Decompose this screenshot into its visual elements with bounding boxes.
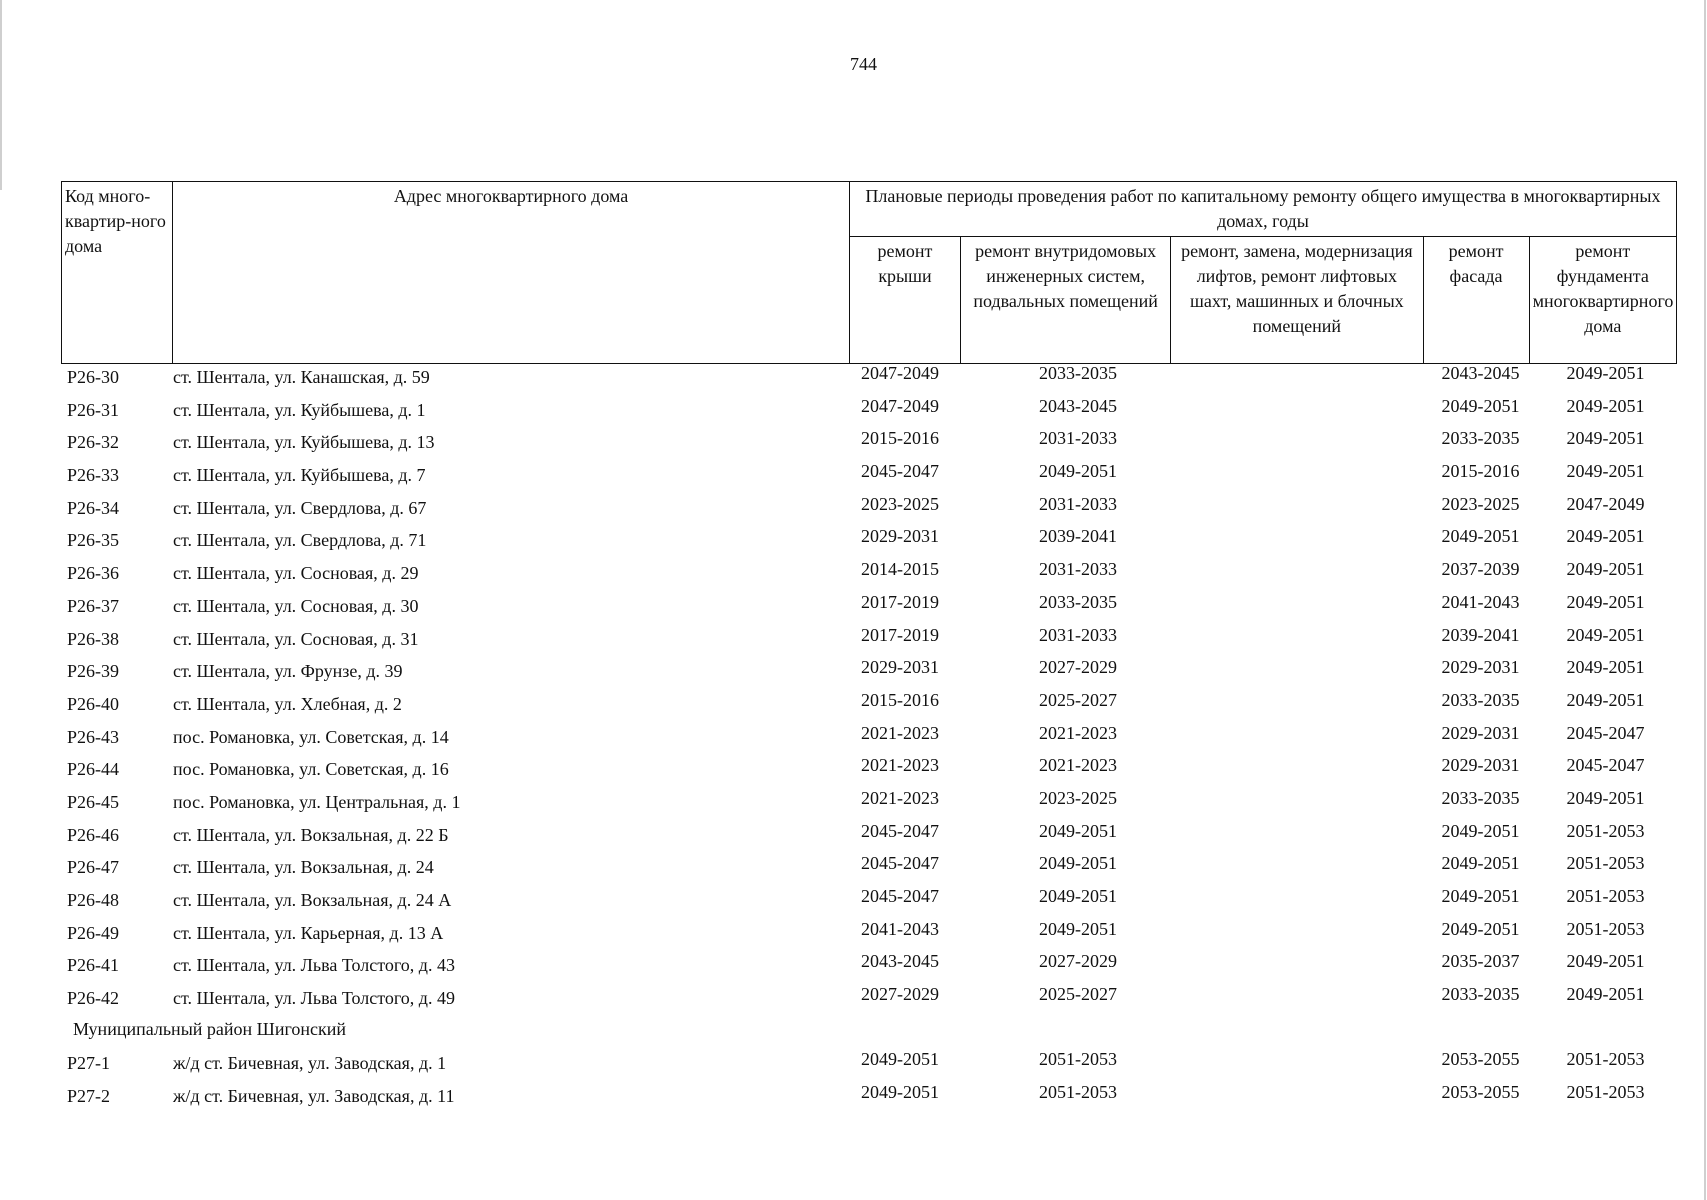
cell-roof: 2045-2047 [861,820,939,841]
scan-margin-line [1704,0,1706,1200]
cell-engineering: 2049-2051 [1039,918,1117,939]
cell-foundation: 2049-2051 [1566,624,1645,645]
cell-engineering: 2031-2033 [1039,624,1117,645]
cell-code: Р27-1 [67,1053,111,1074]
cell-engineering: 2031-2033 [1039,428,1117,449]
cell-foundation: 2051-2053 [1566,1082,1645,1103]
cell-foundation: 2049-2051 [1566,461,1645,482]
cell-address: ст. Шентала, ул. Куйбышева, д. 7 [173,465,426,486]
cell-address: ст. Шентала, ул. Льва Толстого, д. 43 [173,955,455,976]
header-facade: ремонт фасада [1423,237,1529,364]
cell-foundation: 2051-2053 [1566,853,1645,874]
cell-engineering: 2033-2035 [1039,591,1117,612]
header-group: Плановые периоды проведения работ по капитальному ремонту общего имущества в многоквартирных домах, годы [849,182,1676,237]
cell-facade: 2029-2031 [1441,722,1520,743]
header-roof: ремонт крыши [849,237,960,364]
cell-code: Р27-2 [67,1086,111,1107]
cell-engineering: 2031-2033 [1039,559,1117,580]
table-row [61,786,1677,819]
cell-code: Р26-35 [67,530,120,551]
cell-foundation: 2051-2053 [1566,1049,1645,1070]
cell-roof: 2021-2023 [861,722,939,743]
cell-code: Р26-41 [67,955,120,976]
cell-facade: 2049-2051 [1441,853,1520,874]
cell-engineering: 2025-2027 [1039,984,1117,1005]
cell-facade: 2033-2035 [1441,787,1520,808]
cell-address: ст. Шентала, ул. Свердлова, д. 67 [173,497,427,518]
table-row [61,721,1677,754]
table-row [61,492,1677,525]
table-row [61,623,1677,656]
cell-engineering: 2043-2045 [1039,395,1117,416]
cell-roof: 2021-2023 [861,787,939,808]
cell-roof: 2017-2019 [861,624,939,645]
cell-engineering: 2049-2051 [1039,886,1117,906]
cell-code: Р26-46 [67,824,120,845]
cell-code: Р26-31 [67,399,120,420]
cell-roof: 2041-2043 [861,918,939,939]
table-row [61,949,1677,982]
cell-engineering: 2023-2025 [1039,787,1117,808]
cell-address: ст. Шентала, ул. Хлебная, д. 2 [173,693,402,714]
cell-roof: 2045-2047 [861,853,939,874]
cell-code: Р26-48 [67,890,120,910]
cell-code: Р26-44 [67,759,120,780]
table-row [61,1047,1677,1080]
cell-roof: 2047-2049 [861,363,939,383]
cell-address: ст. Шентала, ул. Канашская, д. 59 [173,367,430,387]
cell-foundation: 2049-2051 [1566,559,1645,580]
table-row [61,753,1677,786]
table-row [61,459,1677,492]
table-body [61,361,1677,1113]
cell-engineering: 2049-2051 [1039,461,1117,482]
cell-code: Р26-37 [67,595,120,616]
cell-roof: 2027-2029 [861,984,939,1005]
cell-address: ст. Шентала, ул. Сосновая, д. 31 [173,628,419,649]
page-number: 744 [850,54,877,74]
cell-engineering: 2039-2041 [1039,526,1117,547]
cell-roof: 2017-2019 [861,591,939,612]
section-title: Муниципальный район Шигонский [73,1018,347,1039]
cell-code: Р26-38 [67,628,120,649]
cell-code: Р26-43 [67,726,120,747]
table-row [61,819,1677,852]
cell-facade: 2033-2035 [1441,428,1520,449]
cell-address: ж/д ст. Бичевная, ул. Заводская, д. 11 [173,1086,455,1107]
cell-address: ст. Шентала, ул. Вокзальная, д. 22 Б [173,824,449,845]
cell-foundation: 2047-2049 [1566,493,1645,514]
cell-facade: 2043-2045 [1441,363,1520,383]
cell-roof: 2015-2016 [861,689,939,710]
cell-facade: 2049-2051 [1441,918,1520,939]
cell-facade: 2023-2025 [1441,493,1520,514]
cell-foundation: 2051-2053 [1566,918,1645,939]
cell-facade: 2049-2051 [1441,395,1520,416]
cell-address: ст. Шентала, ул. Фрунзе, д. 39 [173,661,403,682]
cell-foundation: 2045-2047 [1566,755,1645,776]
cell-roof: 2045-2047 [861,886,939,906]
cell-foundation: 2049-2051 [1566,951,1645,972]
scan-margin-line [0,0,2,190]
header-engineering: ремонт внутридомовых инженерных систем, подвальных помещений [961,237,1171,364]
cell-address: ст. Шентала, ул. Сосновая, д. 30 [173,595,419,616]
table-row [61,655,1677,688]
cell-code: Р26-30 [67,367,120,387]
cell-code: Р26-32 [67,432,120,453]
cell-facade: 2049-2051 [1441,820,1520,841]
cell-address: ст. Шентала, ул. Вокзальная, д. 24 [173,857,434,878]
cell-address: ст. Шентала, ул. Льва Толстого, д. 49 [173,988,455,1009]
cell-roof: 2029-2031 [861,657,939,678]
cell-facade: 2035-2037 [1441,951,1520,972]
cell-foundation: 2049-2051 [1566,657,1645,678]
table-row [61,851,1677,884]
cell-facade: 2015-2016 [1441,461,1520,482]
table-row [61,688,1677,721]
cell-roof: 2021-2023 [861,755,939,776]
cell-roof: 2045-2047 [861,461,939,482]
cell-facade: 2049-2051 [1441,526,1520,547]
cell-foundation: 2049-2051 [1566,689,1645,710]
table-row [61,884,1677,917]
cell-foundation: 2049-2051 [1566,787,1645,808]
header-foundation: ремонт фундамента многоквартирного дома [1529,237,1676,364]
cell-code: Р26-42 [67,988,120,1009]
cell-code: Р26-39 [67,661,120,682]
cell-address: пос. Романовка, ул. Советская, д. 14 [173,726,449,747]
cell-foundation: 2051-2053 [1566,886,1645,906]
cell-roof: 2049-2051 [861,1082,939,1103]
cell-code: Р26-34 [67,497,120,518]
cell-engineering: 2021-2023 [1039,755,1117,776]
cell-engineering: 2021-2023 [1039,722,1117,743]
cell-facade: 2039-2041 [1441,624,1520,645]
table-row [61,394,1677,427]
cell-roof: 2043-2045 [861,951,939,972]
cell-address: ст. Шентала, ул. Сосновая, д. 29 [173,563,419,584]
cell-facade: 2037-2039 [1441,559,1520,580]
cell-facade: 2049-2051 [1441,886,1520,906]
table-row [61,917,1677,950]
cell-foundation: 2049-2051 [1566,526,1645,547]
cell-foundation: 2049-2051 [1566,363,1645,383]
cell-engineering: 2025-2027 [1039,689,1117,710]
table-row [61,1080,1677,1113]
cell-address: пос. Романовка, ул. Советская, д. 16 [173,759,449,780]
cell-code: Р26-36 [67,563,120,584]
cell-roof: 2014-2015 [861,559,939,580]
cell-foundation: 2045-2047 [1566,722,1645,743]
cell-facade: 2053-2055 [1441,1082,1520,1103]
cell-facade: 2029-2031 [1441,755,1520,776]
cell-address: ж/д ст. Бичевная, ул. Заводская, д. 1 [173,1053,447,1074]
cell-engineering: 2049-2051 [1039,820,1117,841]
cell-foundation: 2049-2051 [1566,395,1645,416]
cell-engineering: 2051-2053 [1039,1082,1117,1103]
table-row [61,361,1677,394]
table-row [61,590,1677,623]
cell-roof: 2015-2016 [861,428,939,449]
cell-foundation: 2049-2051 [1566,428,1645,449]
cell-code: Р26-47 [67,857,120,878]
cell-code: Р26-40 [67,693,120,714]
header-code: Код много-квартир-ного дома [62,182,173,364]
cell-engineering: 2049-2051 [1039,853,1117,874]
cell-address: ст. Шентала, ул. Вокзальная, д. 24 А [173,890,452,910]
cell-facade: 2033-2035 [1441,984,1520,1005]
header-address: Адрес многоквартирного дома [173,182,850,364]
cell-address: ст. Шентала, ул. Свердлова, д. 71 [173,530,427,551]
cell-engineering: 2031-2033 [1039,493,1117,514]
cell-facade: 2053-2055 [1441,1049,1520,1070]
table-row [61,426,1677,459]
cell-address: ст. Шентала, ул. Карьерная, д. 13 А [173,922,444,943]
cell-facade: 2041-2043 [1441,591,1520,612]
table-header [61,181,1677,364]
cell-engineering: 2027-2029 [1039,951,1117,972]
cell-foundation: 2051-2053 [1566,820,1645,841]
cell-code: Р26-45 [67,791,120,812]
cell-engineering: 2033-2035 [1039,363,1117,383]
header-lifts: ремонт, замена, модернизация лифтов, ремонт лифтовых шахт, машинных и блочных помещений [1171,237,1423,364]
table-row [61,524,1677,557]
cell-foundation: 2049-2051 [1566,591,1645,612]
cell-foundation: 2049-2051 [1566,984,1645,1005]
cell-engineering: 2027-2029 [1039,657,1117,678]
section-row [61,1015,1677,1048]
cell-facade: 2029-2031 [1441,657,1520,678]
table-row [61,982,1677,1015]
cell-engineering: 2051-2053 [1039,1049,1117,1070]
cell-address: ст. Шентала, ул. Куйбышева, д. 1 [173,399,426,420]
cell-roof: 2049-2051 [861,1049,939,1070]
table-row [61,557,1677,590]
cell-code: Р26-49 [67,922,120,943]
cell-roof: 2023-2025 [861,493,939,514]
cell-roof: 2029-2031 [861,526,939,547]
cell-address: пос. Романовка, ул. Центральная, д. 1 [173,791,461,812]
cell-address: ст. Шентала, ул. Куйбышева, д. 13 [173,432,435,453]
cell-roof: 2047-2049 [861,395,939,416]
cell-facade: 2033-2035 [1441,689,1520,710]
cell-code: Р26-33 [67,465,120,486]
